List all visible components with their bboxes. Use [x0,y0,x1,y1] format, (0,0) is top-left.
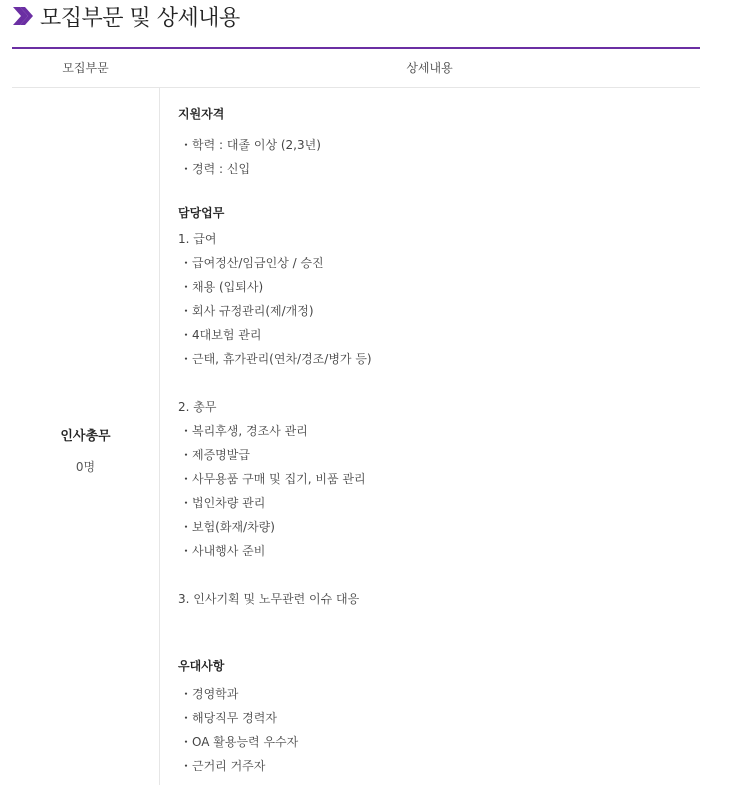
duty-item: ・채용 (입퇴사) [180,280,264,294]
column-divider [159,88,160,785]
duty-group-title: 2. 총무 [178,400,217,414]
duty-item: ・사내행사 준비 [180,544,266,558]
preferences-heading: 우대사항 [178,659,225,673]
duty-item: ・회사 규정관리(제/개정) [180,304,314,318]
duty-group-title: 3. 인사기획 및 노무관련 이슈 대응 [178,592,360,606]
duty-item: ・복리후생, 경조사 관리 [180,424,308,438]
qualification-item: ・경력 : 신입 [180,162,251,176]
section-title [12,2,240,30]
duty-item: ・사무용품 구매 및 집기, 비품 관리 [180,472,366,486]
preference-item: ・경영학과 [180,687,239,701]
preference-item: ・해당직무 경력자 [180,711,277,725]
duty-item: ・급여정산/임금인상 / 승진 [180,256,324,270]
duty-item: ・보험(화재/차량) [180,520,275,534]
table-header [12,49,700,88]
headcount: 0명 [75,460,96,474]
department-name: 인사총무 [60,429,111,444]
duty-item: ・4대보험 관리 [180,328,262,342]
double-chevron-right-icon [12,5,34,27]
qualifications-heading: 지원자격 [178,107,225,121]
header-details: 상세내용 [406,61,453,75]
department-cell [12,88,159,785]
duties-heading: 담당업무 [178,206,225,220]
preference-item: ・OA 활용능력 우수자 [180,735,299,749]
duty-item: ・제증명발급 [180,448,250,462]
header-recruit-field: 모집부문 [62,61,109,75]
duty-item: ・근태, 휴가관리(연차/경조/병가 등) [180,352,372,366]
qualification-item: ・학력 : 대졸 이상 (2,3년) [180,138,321,152]
duty-group-title: 1. 급여 [178,232,217,246]
duty-item: ・법인차량 관리 [180,496,266,510]
preference-item: ・근거리 거주자 [180,759,266,773]
page-title: 모집부문 및 상세내용 [40,5,240,31]
